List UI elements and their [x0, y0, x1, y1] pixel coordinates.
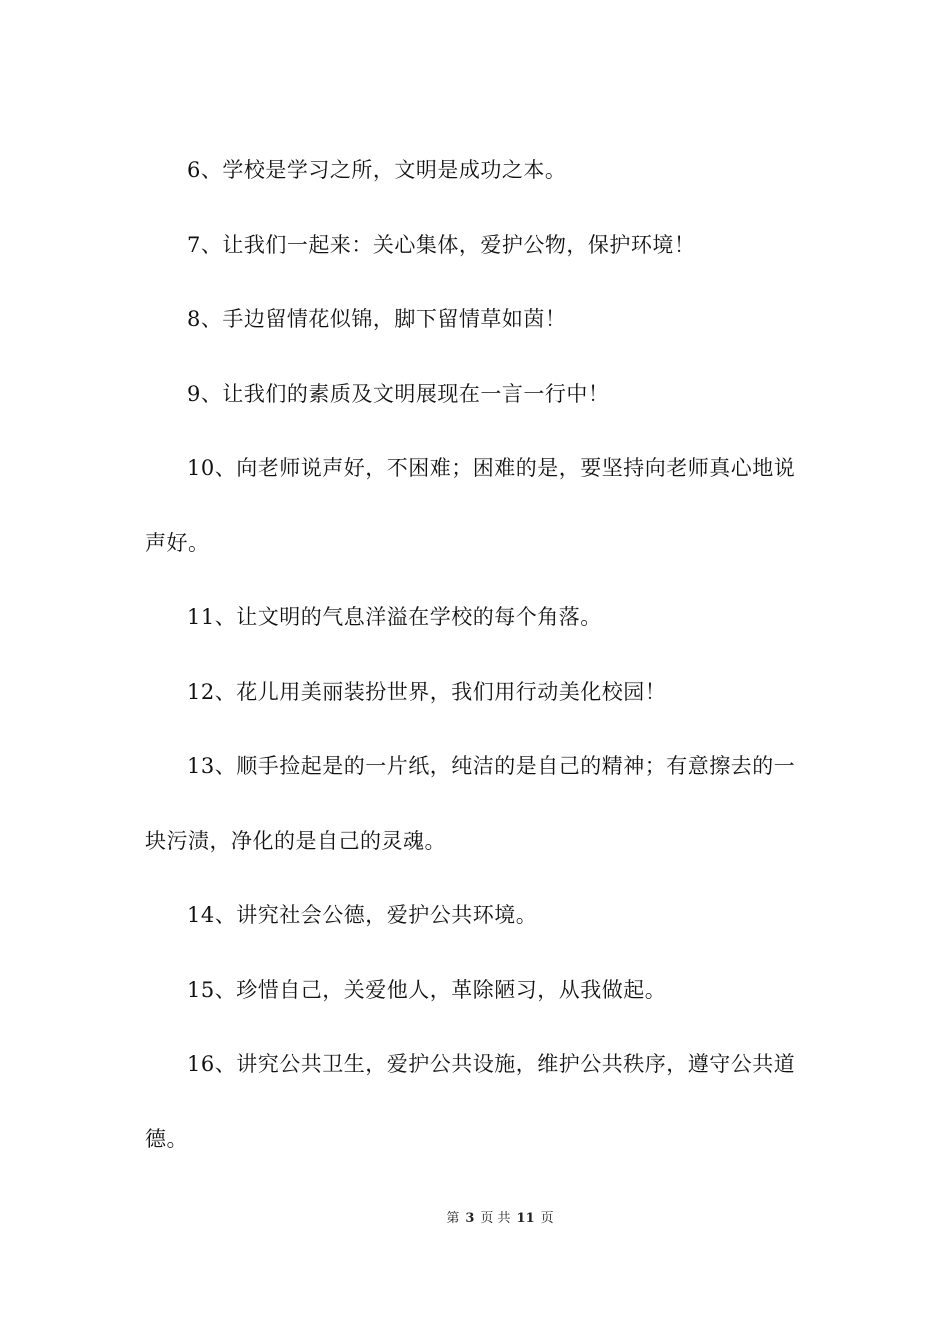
- paragraph-item-14: 14、讲究社会公德，爱护公共环境。: [187, 903, 538, 927]
- paragraph-item-6: 6、学校是学习之所，文明是成功之本。: [187, 158, 567, 182]
- page-body: [145, 133, 807, 1176]
- total-page-number: 11: [516, 1211, 535, 1226]
- footer-middle: 页 共: [480, 1211, 511, 1226]
- paragraph-item-16: 16、讲究公共卫生，爱护公共设施，维护公共秩序，遵守公共道德。: [145, 1052, 796, 1151]
- paragraph-item-13: 13、顺手捡起是的一片纸，纯洁的是自己的精神；有意擦去的一块污渍，净化的是自己的灵魂。: [145, 754, 796, 853]
- paragraph-item-7: 7、让我们一起来：关心集体，爱护公物，保护环境！: [187, 232, 696, 257]
- paragraph-item-11: 11、让文明的气息洋溢在学校的每个角落。: [187, 605, 602, 629]
- page-footer: [0, 1207, 950, 1226]
- footer-suffix: 页: [540, 1211, 554, 1226]
- paragraph-item-9: 9、让我们的素质及文明展现在一言一行中！: [187, 381, 610, 406]
- paragraph-item-12: 12、花儿用美丽装扮世界，我们用行动美化校园！: [187, 679, 667, 704]
- paragraph-item-8: 8、手边留情花似锦，脚下留情草如茵！: [187, 307, 567, 331]
- paragraph-item-10: 10、向老师说声好，不困难；困难的是，要坚持向老师真心地说声好。: [145, 456, 796, 555]
- paragraph-item-15: 15、珍惜自己，关爱他人，革除陋习，从我做起。: [187, 977, 667, 1002]
- footer-prefix: 第: [446, 1211, 460, 1226]
- current-page-number: 3: [465, 1211, 475, 1226]
